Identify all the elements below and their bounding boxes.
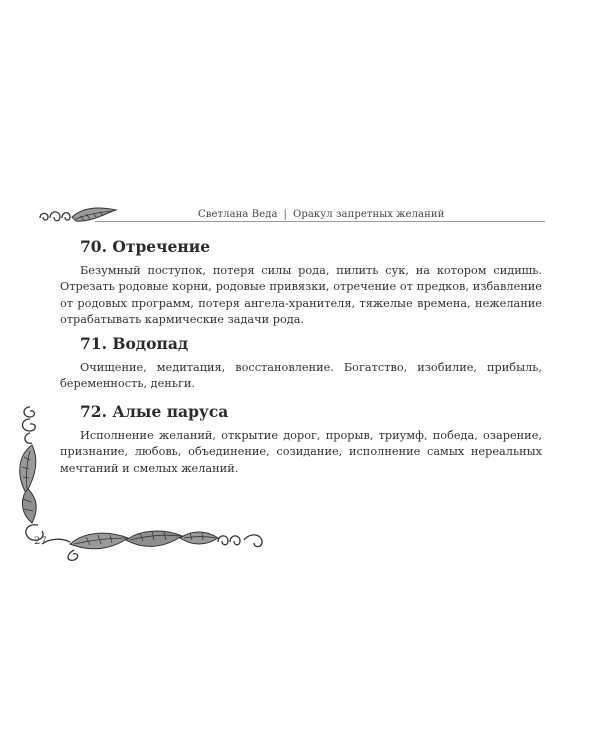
- bottom-vine-ornament: [40, 524, 270, 564]
- section-71: [60, 333, 542, 393]
- section-body: Безумный поступок, потеря силы рода, пилить сук, на котором сидишь. Отрезать родовые корни, родовые привязки, отречение от предков, избавление от родовых программ, потеря ангела-хранителя, тяжелые времена, нежелание отрабатывать кармические задачи рода.: [60, 264, 542, 326]
- page-number: 27: [34, 536, 47, 547]
- running-header: [0, 205, 600, 225]
- header-separator: |: [283, 209, 288, 220]
- book-title: Оракул запретных желаний: [293, 209, 445, 220]
- author-name: Светлана Веда: [198, 209, 278, 220]
- section-title: 70. Отречение: [80, 237, 211, 256]
- section-body: Исполнение желаний, открытие дорог, прорыв, триумф, победа, озарение, признание, любовь, объединение, созидание, исполнение самых нереальных мечтаний и смелых желаний.: [60, 429, 542, 475]
- section-72: [60, 401, 542, 477]
- section-title: 71. Водопад: [80, 334, 189, 353]
- header-rule: [95, 221, 545, 222]
- section-70: [60, 236, 542, 328]
- running-head-text: [198, 209, 444, 220]
- section-title: 72. Алые паруса: [80, 402, 229, 421]
- section-body: Очищение, медитация, восстановление. Богатство, изобилие, прибыль, беременность, деньги.: [60, 361, 542, 391]
